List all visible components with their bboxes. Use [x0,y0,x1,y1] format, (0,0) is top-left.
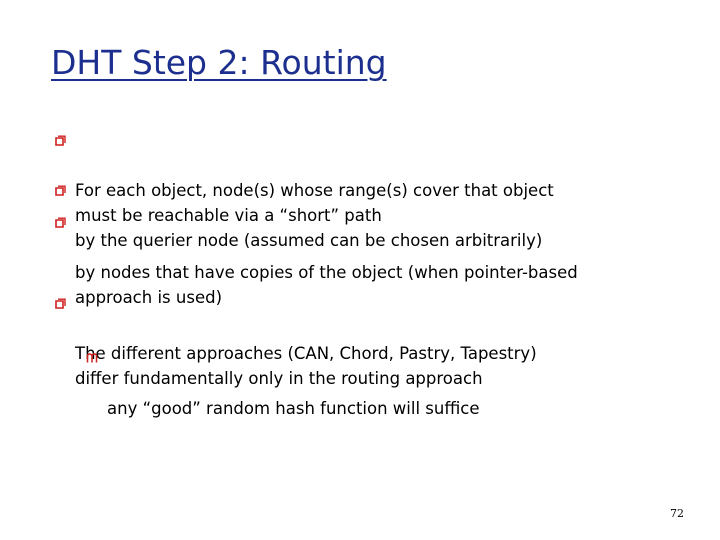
bullet-text: any “good” random hash function will suffice [107,399,480,418]
box-bullet-icon [54,135,66,147]
page-number: 72 [670,507,684,520]
bullet-text: by nodes that have copies of the object (when pointer-based approach is used) [75,263,578,307]
bullet-text: The different approaches (CAN, Chord, Pastry, Tapestry) differ fundamentally only in the routing approach [75,344,537,388]
round-bullet-icon [86,352,98,364]
slide-title: DHT Step 2: Routing [51,43,387,82]
box-bullet-icon [54,298,66,310]
box-bullet-icon [54,185,66,197]
box-bullet-icon [54,217,66,229]
sub-bullet-item [107,346,707,421]
bullet-text: For each object, node(s) whose range(s) cover that object must be reachable via a “short” path [75,181,554,225]
bullet-text: by the querier node (assumed can be chosen arbitrarily) [75,231,543,250]
